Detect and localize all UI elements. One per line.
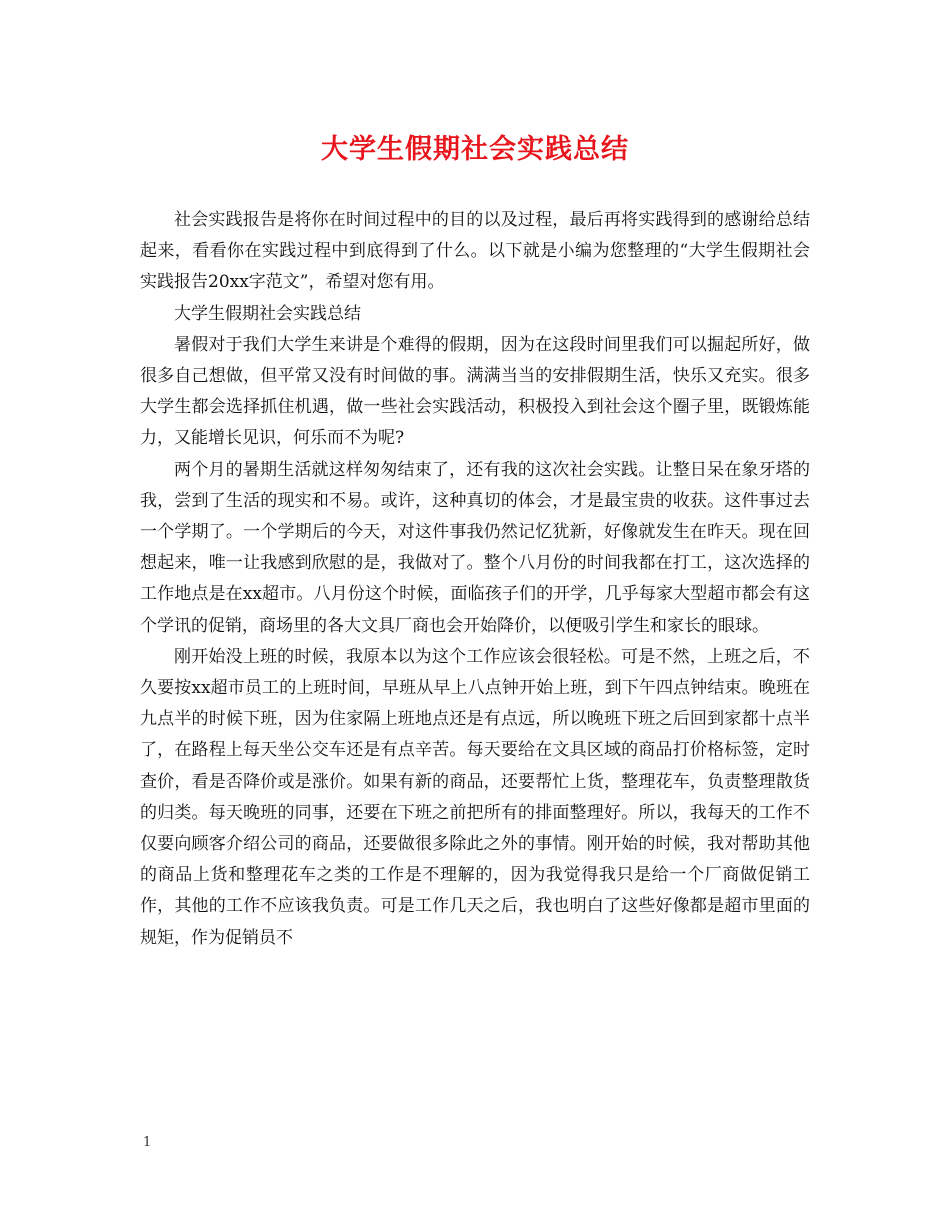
document-title: 大学生假期社会实践总结 (321, 134, 629, 165)
paragraph-intro: 社会实践报告是将你在时间过程中的目的以及过程，最后再将实践得到的感谢给总结起来，看看你在实践过程中到底得到了什么。以下就是小编为您整理的“大学生假期社会实践报告20xx字范文”，希望对您有用。 (140, 210, 810, 293)
paragraph-subheading: 大学生假期社会实践总结 (174, 303, 361, 324)
document-body (140, 205, 810, 954)
paragraph-summer-vacation: 暑假对于我们大学生来讲是个难得的假期，因为在这段时间里我们可以掘起所好，做很多自己想做，但平常又没有时间做的事。满满当当的安排假期生活，快乐又充实。很多大学生都会选择抓住机遇，做一些社会实践活动，积极投入到社会这个圈子里，既锻炼能力，又能增长见识，何乐而不为呢? (140, 334, 810, 449)
paragraph-two-months: 两个月的暑期生活就这样匆匆结束了，还有我的这次社会实践。让整日呆在象牙塔的我，尝到了生活的现实和不易。或许，这种真切的体会，才是最宝贵的收获。这件事过去一个学期了。一个学期后的今天，对这件事我仍然记忆犹新，好像就发生在昨天。现在回想起来，唯一让我感到欣慰的是，我做对了。整个八月份的时间我都在打工，这次选择的工作地点是在xx超市。八月份这个时候，面临孩子们的开学，几乎每家大型超市都会有这个学讯的促销，商场里的各大文具厂商也会开始降价，以便吸引学生和家长的眼球。 (140, 459, 810, 636)
paragraph-starting-work: 刚开始没上班的时候，我原本以为这个工作应该会很轻松。可是不然，上班之后，不久要按xx超市员工的上班时间，早班从早上八点钟开始上班，到下午四点钟结束。晚班在九点半的时候下班，因为住家隔上班地点还是有点远，所以晚班下班之后回到家都十点半了，在路程上每天坐公交车还是有点辛苦。每天要给在文具区域的商品打价格标签，定时查价，看是否降价或是涨价。如果有新的商品，还要帮忙上货，整理花车，负责整理散货的归类。每天晚班的同事，还要在下班之前把所有的排面整理好。所以，我每天的工作不仅要向顾客介绍公司的商品，还要做很多除此之外的事情。刚开始的时候，我对帮助其他的商品上货和整理花车之类的工作是不理解的，因为我觉得我只是给一个厂商做促销工作，其他的工作不应该我负责。可是工作几天之后，我也明白了这些好像都是超市里面的规矩，作为促销员不 (140, 646, 810, 948)
page-number: 1 (143, 1135, 152, 1150)
